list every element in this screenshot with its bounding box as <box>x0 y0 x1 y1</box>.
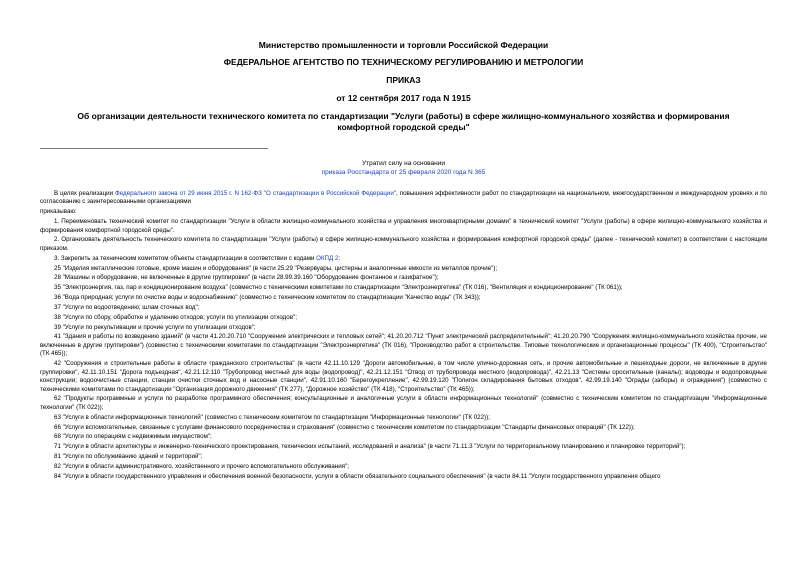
code-item-41: 41 "Здания и работы по возведению зданий" (в части 41.20.20.710 "Сооружения электрических и тепловых сетей"; 41.20.20.712 "Пункт электрический распределительный"; 41.20.20.790 "Сооружения жилищно-коммунального хозяйства прочие, не включенные в другие группировки") (совместно с техническими комитетами по стандартизации "Электроэнергетика" (ТК 016), "Производство работ в строительстве. Типовые технологические и организационные процессы" (ТК 400), "Строительство" (ТК 465)); <box>40 333 767 358</box>
code-item-36: 36 "Вода природная; услуги по очистке воды и водоснабжению" (совместно с техническим комитетом по стандартизации "Качество воды" (ТК 343)); <box>54 294 481 302</box>
code-item-82: 82 "Услуги в области административного, хозяйственного и прочего вспомогательного обслуживания"; <box>54 462 349 470</box>
code-item-25: 25 "Изделия металлические готовые, кроме машин и оборудования" (в части 25.29 "Резервуары, цистерны и аналогичные емкости из металлов прочие"); <box>54 264 498 272</box>
paragraph-3-colon: : <box>338 254 341 262</box>
federal-law-link[interactable]: Федерального закона от 29 июня 2015 г. N 162-ФЗ "О стандартизации в Российской Федерации" <box>115 190 397 197</box>
title-line-1: Об организации деятельности технического комитета по стандартизации "Услуги (работы) в сфере жилищно-коммунального хозяйства и формирования <box>77 111 730 121</box>
code-item-28: 28 "Машины и оборудование, не включенные в другие группировки" (в части 28.99.39.160 "Оборудование фонтанное и газифатное"); <box>54 274 439 282</box>
intro-post: , повышения эффективности работ по стандартизации на национальном, межгосударственном и международном уровнях и по согласованию с заинтересованными организациями <box>40 190 767 206</box>
code-item-39: 39 "Услуги по рекультивации и прочие услуги по утилизации отходов"; <box>54 323 256 331</box>
code-item-38: 38 "Услуги по сбору, обработке и удалению отходов; услуги по утилизации отходов"; <box>54 313 297 321</box>
paragraph-3 <box>40 255 767 263</box>
order-word: приказываю: <box>40 208 77 216</box>
code-item-66: 66 "Услуги вспомогательные, связанные с услугами финансового посредничества и страхования" (совместно с техническим комитетом по стандартизации "Стандарты финансовых операций" (ТК 122)); <box>54 423 635 431</box>
code-item-71: 71 "Услуги в области архитектуры и инженерно-технического проектирования, технических испытаний, исследований и анализа" (в части 71.11.3 "Услуги по территориальному планированию и планировке территорий"); <box>54 443 686 451</box>
code-item-62: 62 "Продукты программные и услуги по разработке программного обеспечения; консультационные и аналогичные услуги в области информационных технологий" (совместно с техническим комитетом по стандартизации "Информационные технологии" (ТК 022)); <box>40 395 767 411</box>
title-line-2: комфортной городской среды" <box>337 122 470 132</box>
paragraph-1: 1. Переименовать технический комитет по стандартизации "Услуги в области жилищно-коммунального хозяйства и управления многоквартирными домами" в технический комитет "Услуги (работы) в сфере жилищно-коммунального хозяйства и формирования комфортной городской среды". <box>40 218 767 234</box>
code-item-81: 81 "Услуги по обслуживанию зданий и территорий"; <box>54 453 203 461</box>
doc-type-heading: ПРИКАЗ <box>386 75 421 85</box>
status-note-link-line <box>0 168 807 177</box>
paragraph-3-text: 3. Закрепить за техническим комитетом объекты стандартизации в соответствии с кодами <box>54 254 317 262</box>
code-item-35: 35 "Электроэнергия, газ, пар и кондиционирование воздуха" (совместно с техническими комитетами по стандартизации "Электроэнергетика" (ТК 016), "Вентиляция и кондиционирование" (ТК 061)); <box>54 284 623 292</box>
okpd2-link[interactable]: ОКПД 2 <box>316 254 339 262</box>
ministry-heading: Министерство промышленности и торговли Российской Федерации <box>258 40 549 50</box>
repeal-order-link[interactable]: приказа Росстандарта от 25 февраля 2020 года N 365 <box>321 169 486 176</box>
code-item-68: 68 "Услуги по операциям с недвижимым имуществом"; <box>54 433 212 441</box>
code-item-42: 42 "Сооружения и строительные работы в области гражданского строительства" (в части 42.11.10.129 "Дороги автомобильные, в том числе улично-дорожная сеть, и прочие автомобильные и пешеходные дороги, не включенные в другие группировки", 42.11.10.151 "Дорога подъездная", 42.21.12.110 "Трубопровод местный для воды (водопровод)", 42.21.12.151 "Отвод от трубопровода местного (водопровода)", 42.21.13 "Системы оросительные (каналы); водоводы и водопроводные конструкции; водоочистные станции, станции очистки сточных вод и насосные станции", 42.91.10.160 "Берегоукрепление", 42.99.19.120 "Полигон складирования бытовых отходов", 42.99.19.140 "Ограды (заборы) и ограждения") (совместно с техническими комитетами по стандартизации "Организация дорожного движения" (ТК 277), "Дорожное хозяйство" (ТК 418), "Строительство" (ТК 465)); <box>40 360 767 393</box>
intro-paragraph <box>40 190 767 207</box>
paragraph-2: 2. Организовать деятельность технического комитета по стандартизации "Услуги (работы) в сфере жилищно-коммунального хозяйства и формирования комфортной городской среды" (далее - технический комитет) в соответствии с настоящим приказом. <box>40 236 767 252</box>
date-number-heading: от 12 сентября 2017 года N 1915 <box>336 93 471 103</box>
code-item-37: 37 "Услуги по водоотведению; шлам сточных вод"; <box>54 303 200 311</box>
code-item-63: 63 "Услуги в области информационных технологий" (совместно с техническим комитетом по стандартизации "Информационные технологии" (ТК 022)); <box>54 413 490 421</box>
agency-heading: ФЕДЕРАЛЬНОЕ АГЕНТСТВО ПО ТЕХНИЧЕСКОМУ РЕГУЛИРОВАНИЮ И МЕТРОЛОГИИ <box>223 57 584 67</box>
intro-pre: В целях реализации <box>54 190 116 197</box>
document-body <box>40 190 767 483</box>
code-item-84: 84 "Услуги в области государственного управления и обеспечения военной безопасности, услуги в области обязательного социального обеспечения" (в части 84.11 "Услуги государственного управления общего <box>54 472 661 480</box>
status-note-text: Утратил силу на основании <box>361 160 446 167</box>
separator-rule <box>40 148 268 149</box>
